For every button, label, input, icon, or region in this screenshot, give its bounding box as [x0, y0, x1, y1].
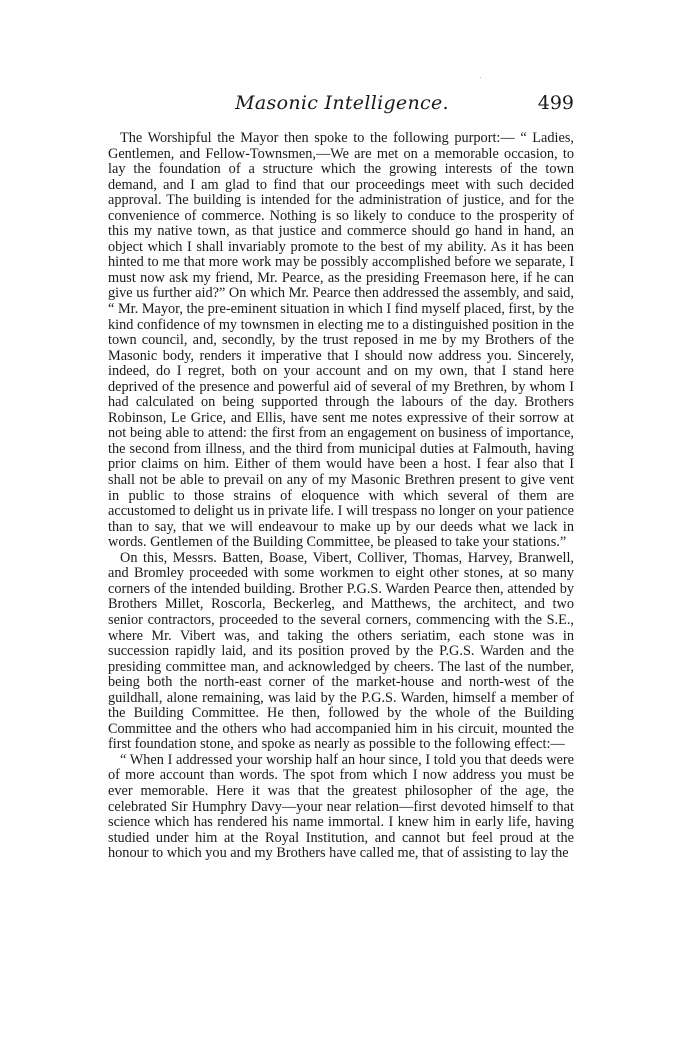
paragraph-pearce-address: “ When I addressed your worship half an hour since, I told you that deeds were of more account than words. The spot from which I now address you must be ever memorable. Here it was that the greatest philosopher of the age, the celebrated Sir Humphry Davy—your near relation—first devoted himself to that science which has rendered his name immortal. I knew him in early life, having studied under him at the Royal Institution, and cannot but feel proud at the honour to which you and my Brothers have called me, that of assisting to lay the: [108, 751, 574, 862]
running-title: Masonic Intelligence.: [235, 92, 449, 114]
running-header: [110, 92, 574, 122]
paragraph-stone-laying: On this, Messrs. Batten, Boase, Vibert, Colliver, Thomas, Harvey, Branwell, and Bromley proceeded with some workmen to eight other stones, at so many corners of the intended building. Brother P.G.S. Warden Pearce then, attended by Brothers Millet, Roscorla, Beckerleg, and Matthews, the architect, and two senior contractors, proceeded to the several corners, commencing with the S.E., where Mr. Vibert was, and taking the others seriatim, each stone was in succession rapidly laid, and its position proved by the P.G.S. Warden and the presiding committee man, and acknowledged by cheers. The last of the number, being both the north-east corner of the market-house and north-west of the guildhall, alone remaining, was laid by the P.G.S. Warden, himself a member of the Building Committee. He then, followed by the whole of the Building Committee and the others who had accompanied him in his circuit, mounted the first foundation stone, and spoke as nearly as possible to the following effect:—: [108, 549, 574, 753]
page-number: 499: [537, 92, 574, 114]
body-text: [108, 131, 574, 862]
printer-mark: [480, 77, 481, 78]
paragraph-mayor-speech: The Worshipful the Mayor then spoke to the following purport:— “ Ladies, Gentlemen, and Fellow-Townsmen,—We are met on a memorable occasion, to lay the foundation of a structure which the growing interests of the town demand, and I am glad to find that our proceedings meet with such decided approval. The building is intended for the administration of justice, and for the convenience of commerce. Nothing is so likely to conduce to the prosperity of this my native town, as that justice and commerce should go hand in hand, an object which I shall invariably promote to the best of my ability. As it has been hinted to me that more work may be possibly accomplished before we separate, I must now ask my friend, Mr. Pearce, as the presiding Freemason here, if he can give us further aid?” On which Mr. Pearce then addressed the assembly, and said, “ Mr. Mayor, the pre-eminent situation in which I find myself placed, first, by the kind confidence of my townsmen in electing me to a distinguished position in the town council, and, secondly, by the trust reposed in me by my Brothers of the Masonic body, renders it imperative that I should now address you. Sincerely, indeed, do I regret, both on your account and on my own, that I stand here deprived of the presence and powerful aid of several of my Brethren, by whom I had calculated on being supported through the labours of the day. Brothers Robinson, Le Grice, and Ellis, have sent me notes expressive of their sorrow at not being able to attend: the first from an engagement on business of importance, the second from illness, and the third from municipal duties at Falmouth, having prior claims on him. Either of them would have been a host. I fear also that I shall not be able to prevail on any of my Masonic Brethren present to give vent in public to those strains of eloquence with which several of them are accustomed to delight us in private life. I will trespass no longer on your patience than to say, that we will endeavour to make up by our deeds what we lack in words. Gentlemen of the Building Committee, be pleased to take your stations.”: [108, 130, 574, 551]
